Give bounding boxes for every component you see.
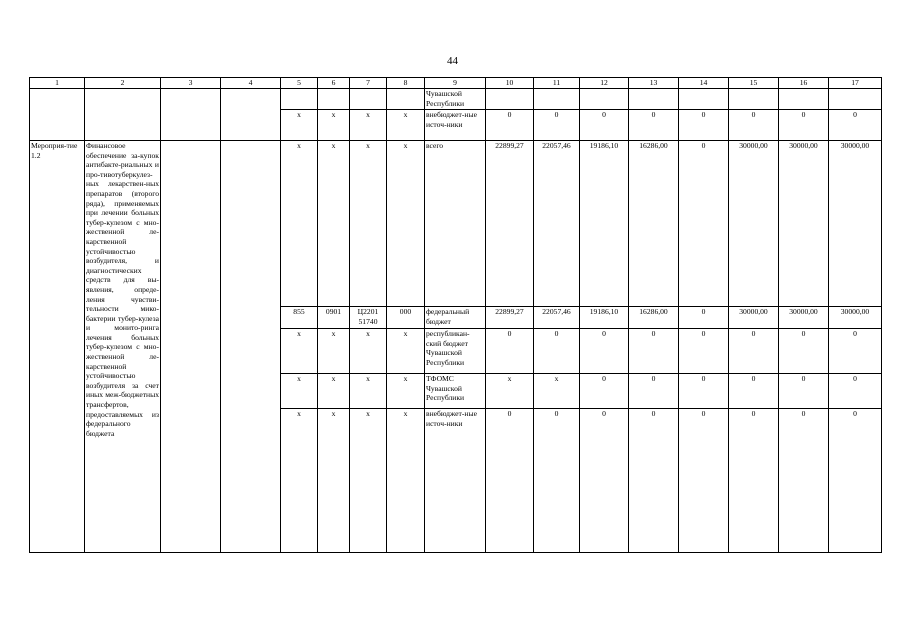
value-cell: 30000,00 — [779, 141, 829, 307]
col-number: 1 — [30, 78, 85, 89]
value-cell: 0 — [486, 329, 534, 374]
event-col4-cell — [221, 141, 281, 553]
code-cell: x — [350, 409, 387, 553]
cont-description-cell — [85, 89, 161, 141]
code-cell — [318, 89, 350, 110]
code-cell — [350, 89, 387, 110]
col-number: 10 — [486, 78, 534, 89]
code-cell — [387, 89, 425, 110]
value-cell — [629, 89, 679, 110]
col-number: 9 — [425, 78, 486, 89]
value-cell: 0 — [679, 409, 729, 553]
value-cell — [779, 89, 829, 110]
value-cell: 0 — [829, 374, 882, 409]
value-cell: 30000,00 — [829, 141, 882, 307]
value-cell: 16286,00 — [629, 141, 679, 307]
funding-source: внебюджет-ные источ-ники — [425, 110, 486, 141]
budget-table — [29, 77, 882, 553]
value-cell: 0 — [779, 110, 829, 141]
code-cell: 000 — [387, 307, 425, 329]
value-cell: x — [534, 374, 580, 409]
cont-col3-cell — [161, 89, 221, 141]
col-number: 13 — [629, 78, 679, 89]
value-cell — [534, 89, 580, 110]
value-cell: 0 — [486, 409, 534, 553]
col-number: 12 — [580, 78, 629, 89]
code-cell: x — [281, 374, 318, 409]
value-cell: 22899,27 — [486, 307, 534, 329]
col-number: 14 — [679, 78, 729, 89]
event-description: Финансовое обеспечение за-купок антибакте-риальных и про-тивотуберкулез-ных лекарствен-ных препаратов (второго ряда), применяемых при лечении больных тубер-кулезом с мно-жественной ле-карственной устойчивостью возбудителя, и диагностических средств для вы-явления, опреде-ления чувстви-тельности мико-бактерии тубер-кулеза и монито-ринга лечения больных тубер-кулезом с мно-жественной ле-карственной устойчивостью возбудителя за счет иных меж-бюджетных трансфертов, предоставляемых из федерального бюджета — [85, 141, 161, 553]
value-cell: 0 — [679, 374, 729, 409]
code-cell: x — [350, 374, 387, 409]
value-cell: 0 — [486, 110, 534, 141]
code-cell: x — [350, 329, 387, 374]
page-number: 44 — [447, 55, 458, 67]
value-cell: 19186,10 — [580, 307, 629, 329]
value-cell: 0 — [729, 329, 779, 374]
funding-source: Чувашской Республики — [425, 89, 486, 110]
value-cell: 0 — [580, 329, 629, 374]
code-cell: x — [318, 409, 350, 553]
value-cell — [679, 89, 729, 110]
value-cell: 0 — [829, 329, 882, 374]
value-cell: 30000,00 — [729, 141, 779, 307]
cont-col4-cell — [221, 89, 281, 141]
value-cell: 0 — [629, 329, 679, 374]
value-cell: 19186,10 — [580, 141, 629, 307]
value-cell: 0 — [729, 409, 779, 553]
value-cell — [580, 89, 629, 110]
value-cell: 0 — [629, 374, 679, 409]
value-cell: 0 — [729, 374, 779, 409]
value-cell: 0 — [679, 329, 729, 374]
code-cell: 855 — [281, 307, 318, 329]
code-cell: x — [387, 141, 425, 307]
code-cell: x — [318, 110, 350, 141]
code-cell: x — [281, 110, 318, 141]
event-name: Мероприя-тие 1.2 — [30, 141, 85, 553]
col-number: 4 — [221, 78, 281, 89]
value-cell: 22899,27 — [486, 141, 534, 307]
col-number: 2 — [85, 78, 161, 89]
value-cell — [829, 89, 882, 110]
col-number: 16 — [779, 78, 829, 89]
value-cell: 22057,46 — [534, 307, 580, 329]
funding-source: ТФОМС Чувашской Республики — [425, 374, 486, 409]
code-cell: x — [387, 409, 425, 553]
value-cell — [729, 89, 779, 110]
col-number: 3 — [161, 78, 221, 89]
value-cell: 0 — [729, 110, 779, 141]
code-cell: x — [318, 329, 350, 374]
cont-event-cell — [30, 89, 85, 141]
code-cell: 0901 — [318, 307, 350, 329]
code-cell: x — [318, 374, 350, 409]
value-cell: 0 — [829, 409, 882, 553]
col-number: 17 — [829, 78, 882, 89]
value-cell: 0 — [679, 307, 729, 329]
value-cell: 16286,00 — [629, 307, 679, 329]
value-cell: 0 — [779, 409, 829, 553]
value-cell: 0 — [679, 141, 729, 307]
col-number: 11 — [534, 78, 580, 89]
value-cell: 22057,46 — [534, 141, 580, 307]
funding-source: всего — [425, 141, 486, 307]
funding-source: внебюджет-ные источ-ники — [425, 409, 486, 553]
value-cell: 0 — [534, 329, 580, 374]
col-number: 8 — [387, 78, 425, 89]
code-cell: x — [387, 110, 425, 141]
event-col3-cell — [161, 141, 221, 553]
value-cell: 30000,00 — [729, 307, 779, 329]
code-cell — [281, 89, 318, 110]
code-cell: Ц2201 51740 — [350, 307, 387, 329]
code-cell: x — [350, 141, 387, 307]
funding-source: федеральный бюджет — [425, 307, 486, 329]
value-cell: 0 — [580, 409, 629, 553]
value-cell: 0 — [534, 110, 580, 141]
column-number-row — [30, 78, 882, 89]
value-cell: 0 — [580, 110, 629, 141]
funding-source: республикан-ский бюджет Чувашской Республики — [425, 329, 486, 374]
value-cell: 0 — [534, 409, 580, 553]
value-cell: 0 — [679, 110, 729, 141]
table-row — [30, 141, 882, 307]
code-cell: x — [350, 110, 387, 141]
table-row — [30, 89, 882, 110]
col-number: 15 — [729, 78, 779, 89]
value-cell: 0 — [629, 110, 679, 141]
value-cell — [486, 89, 534, 110]
value-cell: 0 — [580, 374, 629, 409]
code-cell: x — [281, 141, 318, 307]
value-cell: 30000,00 — [779, 307, 829, 329]
code-cell: x — [281, 409, 318, 553]
value-cell: 0 — [629, 409, 679, 553]
col-number: 5 — [281, 78, 318, 89]
value-cell: 0 — [779, 374, 829, 409]
col-number: 7 — [350, 78, 387, 89]
code-cell: x — [281, 329, 318, 374]
value-cell: 0 — [829, 110, 882, 141]
value-cell: x — [486, 374, 534, 409]
value-cell: 0 — [779, 329, 829, 374]
code-cell: x — [387, 329, 425, 374]
code-cell: x — [318, 141, 350, 307]
code-cell: x — [387, 374, 425, 409]
value-cell: 30000,00 — [829, 307, 882, 329]
col-number: 6 — [318, 78, 350, 89]
